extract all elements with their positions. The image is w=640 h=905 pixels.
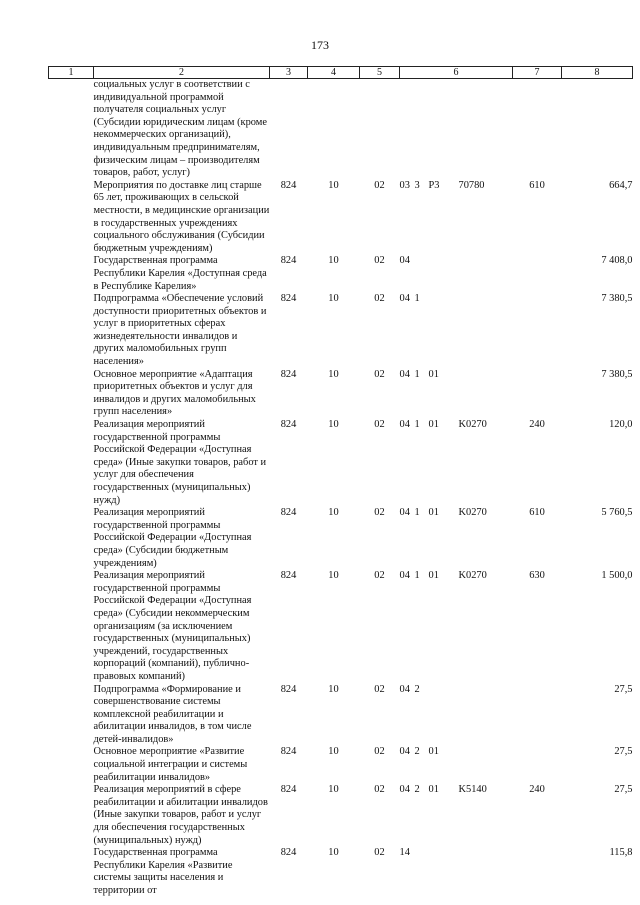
subsection-code: 02 [374,293,385,305]
section-code: 10 [328,507,339,519]
subsection-code: 02 [374,784,385,796]
column-header: 3 [270,67,308,79]
section-code: 10 [328,570,339,582]
ministry-code: 824 [280,255,297,267]
table-row [49,684,633,747]
amount-value: 115,8 [609,847,633,859]
row-index-cell [49,507,94,570]
expense-type-code: 610 [529,507,545,519]
section-code [308,79,360,180]
amount-value: 120,0 [609,419,633,431]
target-article-cell [400,684,513,747]
expense-type-code [513,79,562,180]
subsection-code: 02 [374,368,385,380]
direction-code: K0270 [458,419,487,431]
subsection-code: 02 [374,419,385,431]
page-number: 173 [311,38,329,52]
row-description: Подпрограмма «Обеспечение условий доступности приоритетных объектов и услуг в приоритетных сферах жизнедеятельности инвалидов и других маломобильных групп населения» [93,293,267,368]
row-index-cell [49,79,94,180]
amount-value: 7 380,5 [601,293,633,305]
ministry-code: 824 [280,419,297,431]
subsection-code: 02 [374,179,385,191]
table-row [49,79,633,180]
ministry-code: 824 [280,570,297,582]
subprogram-code: 3 [414,179,420,191]
subprogram-code: 1 [414,507,420,519]
ministry-code [270,79,308,180]
amount-value [562,79,633,180]
program-code: 04 [399,255,410,267]
program-code: 04 [399,293,410,305]
subsection-code: 02 [374,683,385,695]
table-body [49,79,633,898]
target-article-cell [400,369,513,419]
expense-type-code [513,684,562,747]
table-row [49,293,633,369]
target-article-cell [400,570,513,683]
row-description: Реализация мероприятий государственной программы Российской Федерации «Доступная среда» (Субсидии некоммерческим организациям (за исключением государственных (муниципальных) учреждений, государственных корпораций (компаний), публично-правовых компаний) [93,570,252,682]
program-code: 04 [399,784,410,796]
subsection-code: 02 [374,847,385,859]
expense-type-code [513,255,562,293]
section-code: 10 [328,255,339,267]
ministry-code: 824 [280,847,297,859]
subprogram-code: 2 [414,784,420,796]
amount-value: 27,5 [614,683,633,695]
table-row [49,570,633,683]
row-description: Государственная программа Республики Карелия «Доступная среда в Республике Карелия» [93,255,267,292]
amount-value: 7 380,5 [601,368,633,380]
section-code: 10 [328,293,339,305]
row-description: Государственная программа Республики Карелия «Развитие системы защиты населения и территории от [93,847,233,896]
table-row [49,419,633,507]
row-description: социальных услуг в соответствии с индивидуальной программой получателя социальных услуг (Субсидии юридическим лицам (кроме некоммерческих организаций), индивидуальным предпринимателям, физическим лицам – производителям товаров, работ, услуг) [93,79,267,179]
amount-value: 27,5 [614,746,633,758]
row-index-cell [49,784,94,847]
expense-type-code: 630 [529,570,545,582]
subsection-code: 02 [374,507,385,519]
row-index-cell [49,369,94,419]
section-code: 10 [328,368,339,380]
row-index-cell [49,570,94,683]
row-description: Реализация мероприятий государственной программы Российской Федерации «Доступная среда» (Субсидии бюджетным учреждениям) [93,507,252,569]
subprogram-code: 1 [414,368,420,380]
direction-code: K5140 [458,784,487,796]
table-row [49,255,633,293]
target-article-cell [400,419,513,507]
amount-value: 1 500,0 [601,570,633,582]
expense-type-code [513,293,562,369]
row-description: Основное мероприятие «Адаптация приоритетных объектов и услуг для инвалидов и других маломобильных групп населения» [93,368,256,418]
row-description: Реализация мероприятий государственной программы Российской Федерации «Доступная среда» (Иные закупки товаров, работ и услуг для обеспечения государственных (муниципальных) нужд) [93,419,267,506]
row-index-cell [49,684,94,747]
direction-code: K0270 [458,570,487,582]
row-description: Основное мероприятие «Развитие социальной интеграции и системы реабилитации инвалидов» [93,746,248,783]
target-article-cell [400,507,513,570]
section-code: 10 [328,784,339,796]
column-header: 1 [49,67,94,79]
event-code: 01 [428,784,439,796]
row-description: Подпрограмма «Формирование и совершенствование системы комплексной реабилитации и абилитации инвалидов, в том числе детей-инвалидов» [93,683,252,745]
event-code: 01 [428,746,439,758]
ministry-code: 824 [280,293,297,305]
section-code: 10 [328,746,339,758]
direction-code: 70780 [458,179,485,191]
direction-code: K0270 [458,507,487,519]
program-code: 03 [399,179,410,191]
amount-value: 7 408,0 [601,255,633,267]
subprogram-code: 1 [414,293,420,305]
table-row [49,746,633,784]
row-index-cell [49,746,94,784]
row-index-cell [49,419,94,507]
target-article-cell [400,847,513,897]
budget-table [48,66,633,898]
target-article-cell [400,255,513,293]
target-article-cell [400,293,513,369]
ministry-code: 824 [280,746,297,758]
program-code: 04 [399,683,410,695]
expense-type-code: 240 [529,419,545,431]
event-code: P3 [428,179,440,191]
column-number-row [49,67,633,79]
column-header: 5 [360,67,400,79]
table-row [49,847,633,897]
program-code: 04 [399,570,410,582]
column-header: 4 [308,67,360,79]
program-code: 04 [399,507,410,519]
row-index-cell [49,255,94,293]
subsection-code [360,79,400,180]
column-header: 6 [400,67,513,79]
section-code: 10 [328,683,339,695]
event-code: 01 [428,368,439,380]
table-row [49,180,633,256]
expense-type-code [513,746,562,784]
row-index-cell [49,293,94,369]
subprogram-code: 1 [414,419,420,431]
column-header: 2 [94,67,270,79]
program-code: 04 [399,419,410,431]
table-row [49,507,633,570]
target-article-cell [400,784,513,847]
table-row [49,369,633,419]
subprogram-code: 2 [414,683,420,695]
ministry-code: 824 [280,368,297,380]
subsection-code: 02 [374,255,385,267]
row-description: Реализация мероприятий в сфере реабилитации и абилитации инвалидов (Иные закупки товаров, работ и услуг для обеспечения государственных (муниципальных) нужд) [93,784,268,846]
program-code: 04 [399,746,410,758]
subsection-code: 02 [374,746,385,758]
target-article-cell [400,79,513,180]
subprogram-code: 1 [414,570,420,582]
event-code: 01 [428,419,439,431]
ministry-code: 824 [280,683,297,695]
section-code: 10 [328,179,339,191]
subsection-code: 02 [374,570,385,582]
ministry-code: 824 [280,507,297,519]
program-code: 04 [399,368,410,380]
row-index-cell [49,180,94,256]
event-code: 01 [428,507,439,519]
section-code: 10 [328,847,339,859]
expense-type-code: 240 [529,784,545,796]
subprogram-code: 2 [414,746,420,758]
amount-value: 27,5 [614,784,633,796]
amount-value: 5 760,5 [601,507,633,519]
expense-type-code [513,369,562,419]
target-article-cell [400,180,513,256]
column-header: 7 [513,67,562,79]
section-code: 10 [328,419,339,431]
program-code: 14 [399,847,410,859]
amount-value: 664,7 [609,179,633,191]
expense-type-code: 610 [529,179,545,191]
event-code: 01 [428,570,439,582]
ministry-code: 824 [280,784,297,796]
table-row [49,784,633,847]
target-article-cell [400,746,513,784]
column-header: 8 [562,67,633,79]
row-description: Мероприятия по доставке лиц старше 65 лет, проживающих в сельской местности, в медицинские организации в государственных учреждениях социального обслуживания (Субсидии бюджетным учреждениям) [93,179,270,254]
ministry-code: 824 [280,179,297,191]
expense-type-code [513,847,562,897]
row-index-cell [49,847,94,897]
